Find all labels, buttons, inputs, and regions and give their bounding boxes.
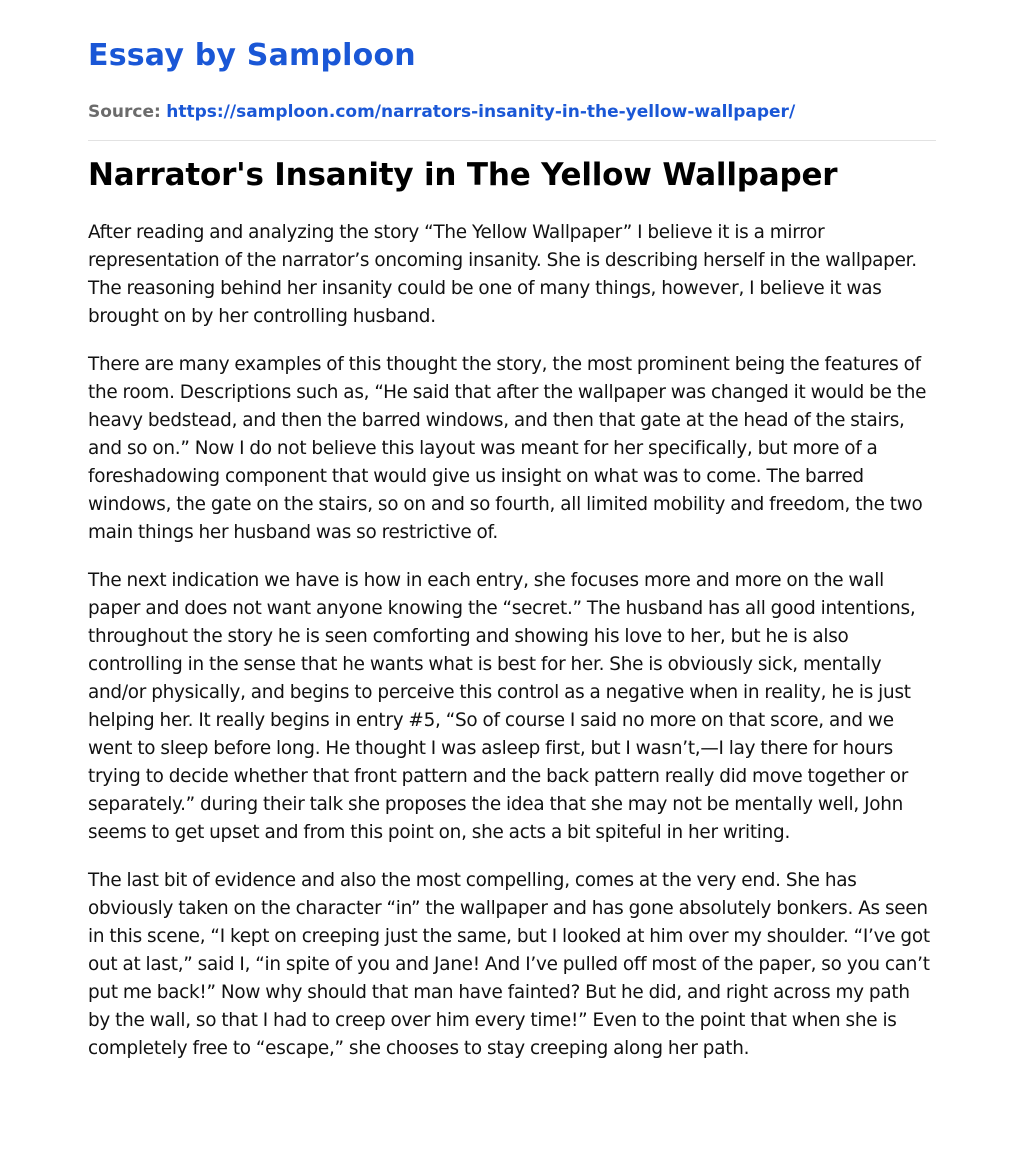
- source-link[interactable]: https://samploon.com/narrators-insanity-in-the-yellow-wallpaper/: [166, 102, 796, 122]
- paragraph: The next indication we have is how in each entry, she focuses more and more on the wall paper and does not want anyone knowing the “secret.” The husband has all good intentions, throughout the story he is seen comforting and showing his love to her, but he is also controlling in the sense that he wants what is best for her. She is obviously sick, mentally and/or physically, and begins to perceive this control as a negative when in reality, he is just helping her. It really begins in entry #5, “So of course I said no more on that score, and we went to sleep before long. He thought I was asleep first, but I wasn’t,—I lay there for hours trying to decide whether that front pattern and the back pattern really did move together or separately.” during their talk she proposes the idea that she may not be mentally well, John seems to get upset and from this point on, she acts a bit spiteful in her writing.: [88, 570, 916, 843]
- paragraph: There are many examples of this thought the story, the most prominent being the features of the room. Descriptions such as, “He said that after the wallpaper was changed it would be the heavy bedstead, and then the barred windows, and then that gate at the head of the stairs, and so on.” Now I do not believe this layout was meant for her specifically, but more of a foreshadowing component that would give us insight on what was to come. The barred windows, the gate on the stairs, so on and so fourth, all limited mobility and freedom, the two main things her husband was so restrictive of.: [88, 354, 927, 543]
- site-brand: Essay by Samploon: [88, 38, 416, 73]
- paragraph: The last bit of evidence and also the most compelling, comes at the very end. She has obviously taken on the character “in” the wallpaper and has gone absolutely bonkers. As seen in this scene, “I kept on creeping just the same, but I looked at him over my shoulder. “I’ve got out at last,” said I, “in spite of you and Jane! And I’ve pulled off most of the paper, so you can’t put me back!” Now why should that man have fainted? But he did, and right across my path by the wall, so that I had to creep over him every time!” Even to the point that when she is completely free to “escape,” she chooses to stay creeping along her path.: [88, 870, 930, 1059]
- source-label: Source:: [88, 102, 161, 122]
- source-line: [88, 100, 936, 124]
- essay-body: [88, 219, 936, 1063]
- essay-page: [88, 0, 936, 1083]
- header-divider: [88, 140, 936, 141]
- page-title: Narrator's Insanity in The Yellow Wallpaper: [88, 157, 838, 193]
- paragraph: After reading and analyzing the story “The Yellow Wallpaper” I believe it is a mirror representation of the narrator’s oncoming insanity. She is describing herself in the wallpaper. The reasoning behind her insanity could be one of many things, however, I believe it was brought on by her controlling husband.: [88, 222, 917, 327]
